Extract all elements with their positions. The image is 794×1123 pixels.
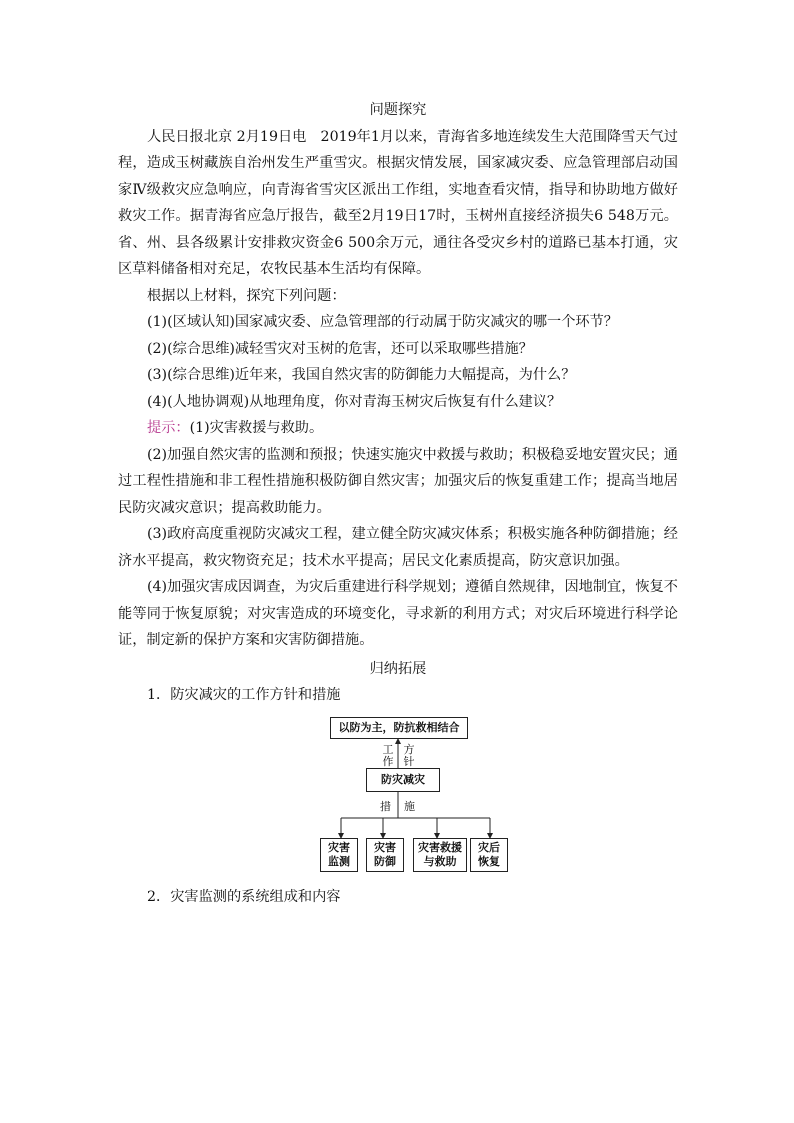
box-defense: 灾害防御 (366, 838, 404, 872)
summary-item-2-wrapper (118, 884, 678, 911)
answer-2: (2)加强自然灾害的监测和预报；快速实施灾中救援与救助；积极稳妥地安置灾民；通过工程性措施和非工程性措施积极防御自然灾害；加强灾后的恢复重建工作；提高当地居民防灾减灾意识；提高救助能力。 (118, 446, 678, 516)
box-recovery: 灾后恢复 (470, 838, 508, 872)
label-work: 工作 (382, 743, 394, 768)
answer-4: (4)加强灾害成因调查，为灾后重建进行科学规划；遵循自然规律，因地制宜，恢复不能等同于恢复原貌；对灾害造成的环境变化，寻求新的利用方式；对灾后环境进行科学论证，制定新的保护方案和灾害防御措施。 (118, 579, 678, 648)
answer-3: (3)政府高度重视防灾减灾工程，建立健全防灾减灾体系；积极实施各种防御措施；经济水平提高，救灾物资充足；技术水平提高；居民文化素质提高，防灾意识加强。 (118, 526, 678, 569)
policy-box: 以防为主，防抗救相结合 (330, 717, 468, 739)
section-title-inquiry: 问题探究 (369, 102, 427, 118)
disaster-reduction-box: 防灾减灾 (366, 768, 440, 792)
question-4: (4)(人地协调观)从地理角度，你对青海玉树灾后恢复有什么建议？ (147, 393, 562, 410)
box-monitoring: 灾害监测 (320, 838, 358, 872)
material-paragraph: 人民日报北京 2月19日电 2019年1月以来，青海省多地连续发生大范围降雪天气过程，造成玉树藏族自治州发生严重雪灾。根据灾情发展，国家减灾委、应急管理部启动国家Ⅳ级救灾应急响应，向青海省雪灾区派出工作组，实地查看灾情，指导和协助地方做好救灾工作。据青海省应急厅报告，截至2月19日17时，玉树州直接经济损失6 548万元。省、州、县各级累计安排救灾资金6 500余万元，通往各受灾乡村的道路已基本打通，灾区草料储备相对充足，农牧民基本生活均有保障。 (118, 128, 678, 277)
question-1: (1)(区域认知)国家减灾委、应急管理部的行动属于防灾减灾的哪一个环节？ (147, 314, 618, 330)
question-2: (2)(综合思维)减轻雪灾对玉树的危害，还可以采取哪些措施？ (147, 340, 533, 357)
box-rescue: 灾害救援与救助 (413, 838, 467, 872)
question-3: (3)(综合思维)近年来，我国自然灾害的防御能力大幅提高，为什么？ (147, 367, 576, 383)
question-prompt: 根据以上材料，探究下列问题： (147, 287, 346, 304)
label-policy: 方针 (403, 743, 415, 768)
label-measures-2: 施 (404, 800, 415, 813)
hint-label: 提示： (147, 420, 190, 436)
label-measures-1: 措 (380, 800, 391, 813)
summary-item-2: 2．灾害监测的系统组成和内容 (147, 889, 341, 905)
section-title-summary: 归纳拓展 (369, 660, 427, 677)
answer-1-text: (1)灾害救援与救助。 (189, 420, 324, 436)
summary-item-1: 1．防灾减灾的工作方针和措施 (147, 687, 341, 703)
